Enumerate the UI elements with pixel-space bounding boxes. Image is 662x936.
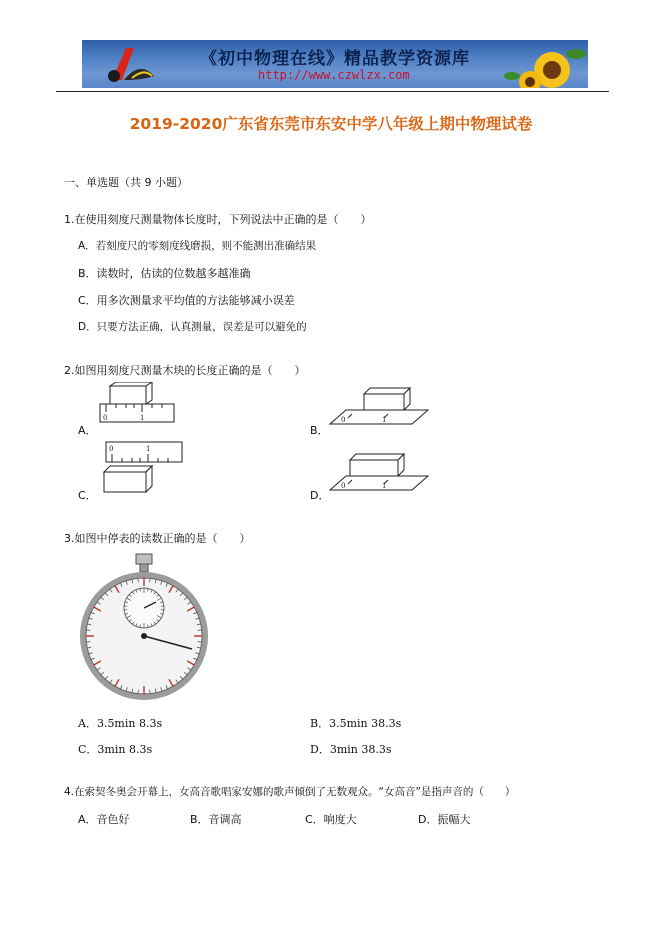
question-2-stem: 2.如图用刻度尺测量木块的长度正确的是（ ）: [64, 364, 306, 377]
question-3-stem: 3.如图中停表的读数正确的是（ ）: [64, 532, 251, 545]
q4-option-c: C．响度大: [305, 813, 357, 826]
q3-option-d: D．3min 38.3s: [310, 743, 392, 756]
q2-label-b: B．: [310, 424, 329, 437]
banner-url[interactable]: http://www.czwlzx.com: [258, 68, 410, 82]
q2-label-c: C．: [78, 489, 97, 502]
ruler-c-one: 1: [146, 445, 151, 453]
q3-option-c: C．3min 8.3s: [78, 743, 153, 756]
q1-option-a: A．若刻度尺的零刻度线磨损，则不能测出准确结果: [78, 240, 317, 252]
q2-label-d: D．: [310, 489, 330, 502]
stopwatch-figure: [76, 552, 212, 704]
q3-option-a: A．3.5min 8.3s: [78, 717, 163, 730]
q1-option-c: C．用多次测量求平均值的方法能够减小误差: [78, 294, 295, 307]
q4-option-a: A．音色好: [78, 813, 130, 826]
ruler-d-one: 1: [382, 482, 387, 490]
q3-option-b: B．3.5min 38.3s: [310, 717, 402, 730]
ruler-a-zero: 0: [103, 414, 108, 422]
ruler-b-one: 1: [382, 416, 387, 424]
ruler-b-zero: 0: [341, 416, 346, 424]
q4-option-d: D．振幅大: [418, 813, 471, 826]
question-1-stem: 1.在使用刻度尺测量物体长度时，下列说法中正确的是（ ）: [64, 213, 372, 226]
q4-option-b: B．音调高: [190, 813, 242, 826]
q2-label-a: A．: [78, 424, 97, 437]
site-logo: [108, 48, 154, 82]
q1-option-d: D．只要方法正确，认真测量，误差是可以避免的: [78, 321, 307, 333]
question-4-stem: 4.在索契冬奥会开幕上，女高音歌唱家安娜的歌声倾倒了无数观众。“女高音”是指声音的（ ）: [64, 786, 516, 798]
ruler-figure-a: [96, 382, 180, 432]
header-divider: [56, 91, 609, 92]
sunflower-icon: [504, 49, 586, 88]
banner-title: 《初中物理在线》精品教学资源库: [200, 49, 470, 69]
ruler-a-one: 1: [140, 414, 145, 422]
header-banner: [82, 40, 588, 88]
ruler-figure-d: [328, 450, 432, 496]
ruler-figure-b: [328, 384, 432, 430]
section-heading: 一、单选题（共 9 小题）: [64, 176, 188, 189]
q1-option-b: B．读数时，估读的位数越多越准确: [78, 267, 251, 280]
ruler-c-zero: 0: [109, 445, 114, 453]
ruler-d-zero: 0: [341, 482, 346, 490]
ruler-figure-c: [96, 438, 186, 498]
page-title: 2019-2020广东省东莞市东安中学八年级上期中物理试卷: [129, 115, 533, 133]
